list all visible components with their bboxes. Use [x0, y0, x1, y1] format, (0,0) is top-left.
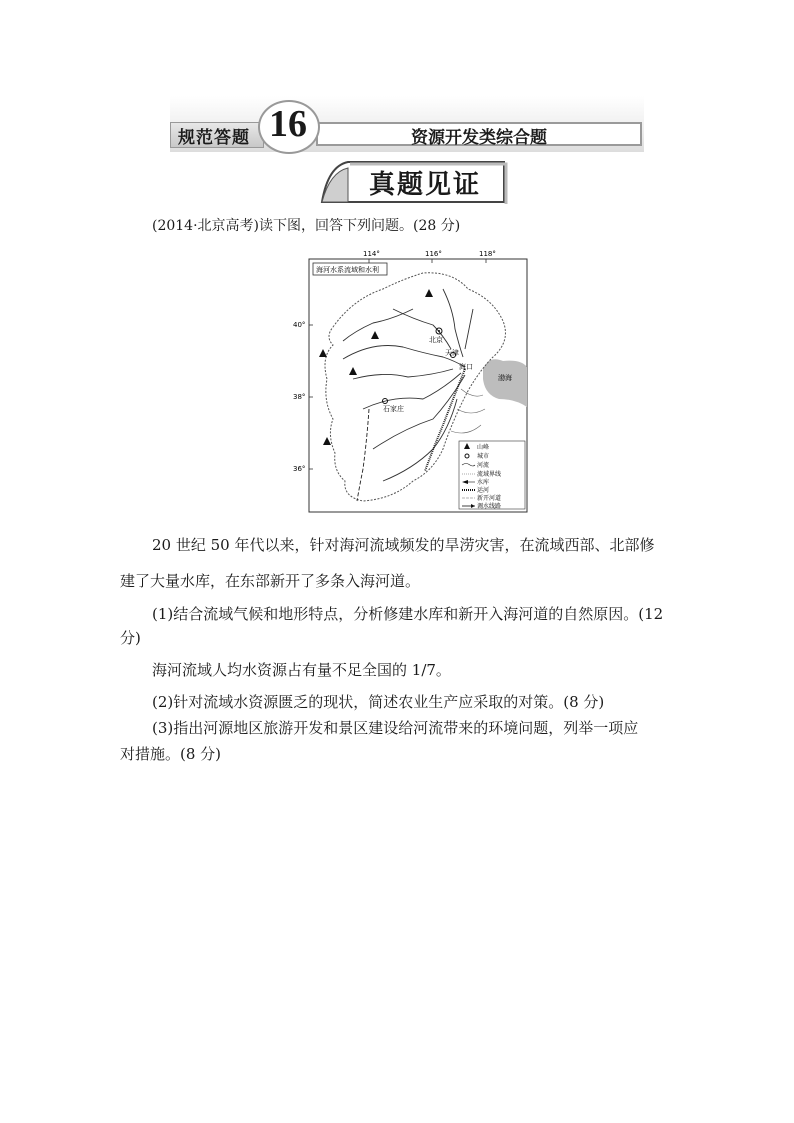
legend-item: 调水线路	[477, 503, 502, 510]
longitude-label: 116°	[425, 250, 442, 258]
badge-text: 真题见证	[368, 170, 481, 200]
longitude-label: 118°	[479, 250, 496, 258]
question-1-line: (1)结合流域气候和地形特点，分析修建水库和新开入海河道的自然原因。(12	[152, 605, 664, 623]
legend-item: 运河	[477, 487, 490, 494]
city-label-tianjin: 天津	[445, 349, 459, 357]
paragraph-line: 20 世纪 50 年代以来，针对海河流域频发的旱涝灾害，在流域西部、北部修	[152, 536, 655, 554]
header-number: 16	[269, 103, 307, 145]
legend-item: 流域界线	[477, 471, 502, 478]
haihe-basin-map	[293, 249, 533, 514]
paragraph-line: 海河流域人均水资源占有量不足全国的 1/7。	[152, 661, 451, 679]
legend-item: 城市	[477, 453, 490, 460]
map-legend	[459, 441, 525, 510]
latitude-label: 40°	[293, 321, 306, 329]
legend-item: 新开河道	[477, 495, 502, 502]
legend-item: 山峰	[477, 444, 490, 451]
paragraph-line: 建了大量水库，在东部新开了多条入海河道。	[120, 572, 421, 590]
question-3-line: (3)指出河源地区旅游开发和景区建设给河流带来的环境问题，列举一项应	[152, 719, 639, 737]
question-1-line: 分)	[120, 629, 141, 647]
city-label-shijiazhuang: 石家庄	[383, 405, 404, 413]
sea-label: 渤海	[498, 374, 512, 382]
question-intro: (2014·北京高考)读下图，回答下列问题。(28 分)	[152, 218, 461, 234]
latitude-label: 38°	[293, 393, 306, 401]
header-title: 资源开发类综合题	[411, 128, 547, 148]
longitude-label: 114°	[363, 250, 380, 258]
city-label-beijing: 北京	[429, 336, 443, 344]
latitude-label: 36°	[293, 465, 306, 473]
question-3-line: 对措施。(8 分)	[120, 745, 222, 763]
map-title: 海河水系流域和水利	[316, 266, 379, 274]
section-badge	[318, 158, 508, 204]
place-label-haikou: 海口	[459, 363, 473, 371]
header-label: 规范答题	[178, 128, 250, 148]
section-header	[170, 96, 644, 152]
question-2-line: (2)针对流域水资源匮乏的现状，简述农业生产应采取的对策。(8 分)	[152, 693, 605, 711]
legend-item: 水库	[477, 479, 490, 486]
legend-item: 河流	[477, 462, 490, 469]
